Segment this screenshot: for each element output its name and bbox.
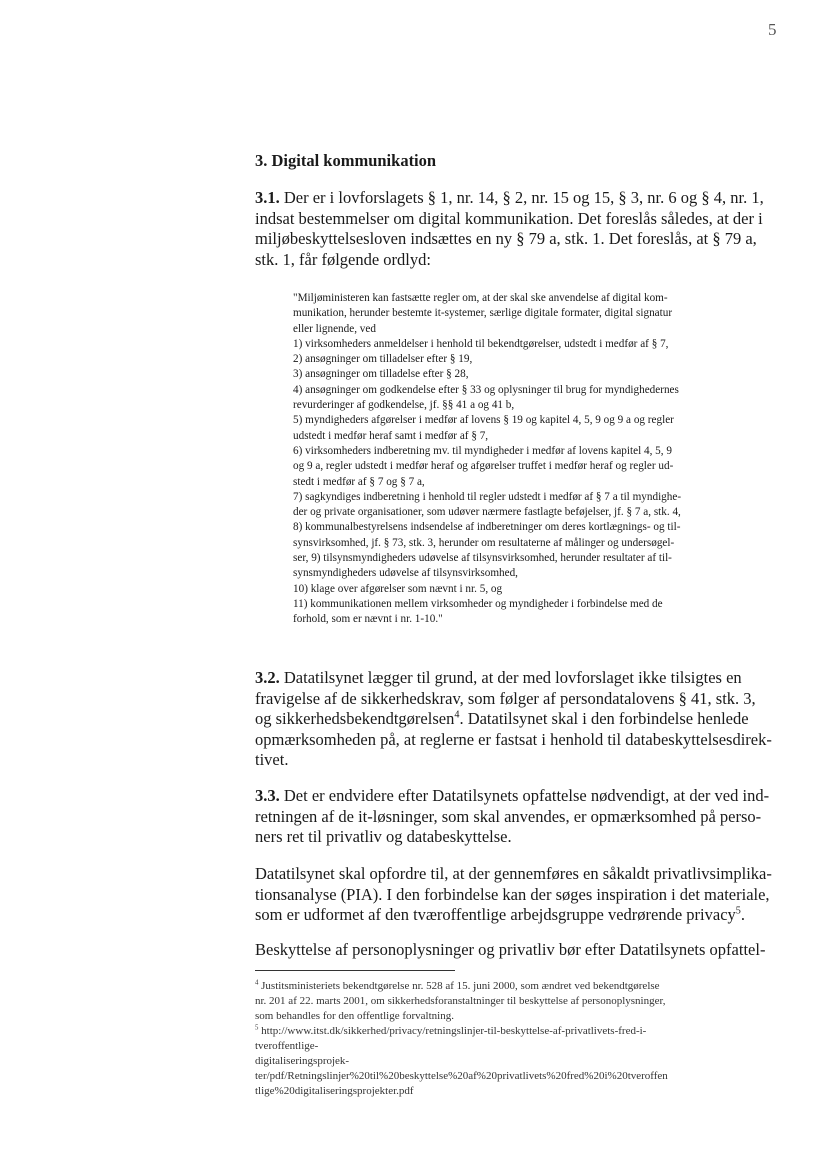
footnote-line (255, 1024, 785, 1039)
quote-line: 2) ansøgninger om tilladelser efter § 19, (293, 353, 473, 366)
quote-line: stedt i medfør af § 7 og § 7 a, (293, 475, 425, 488)
paragraph-last (255, 940, 775, 961)
paragraph-line: 3.1. Der er i lovforslagets § 1, nr. 14, § 2, nr. 15 og 15, § 3, nr. 6 og § 4, nr. 1, (255, 188, 764, 207)
quote-line: udstedt i medfør heraf samt i medfør af § 7, (293, 429, 489, 442)
quote-line: 10) klage over afgørelser som nævnt i nr. 5, og (293, 582, 503, 595)
quote-line: 5) myndigheders afgørelser i medfør af lovens § 19 og kapitel 4, 5, 9 og 9 a og regler (293, 414, 674, 427)
paragraph-line: Datatilsynet skal opfordre til, at der gennemføres en såkaldt privatlivsimplika- (255, 864, 772, 883)
paragraph-3-1 (255, 188, 775, 270)
quote-line: 4) ansøgninger om godkendelse efter § 33 og oplysninger til brug for myndighedernes (293, 383, 679, 396)
paragraph-pia (255, 864, 775, 926)
footnote-ref-5: 5 (735, 905, 741, 917)
quote-line: revurderinger af godkendelse, jf. §§ 41 a og 41 b, (293, 399, 515, 412)
quote-line: 1) virksomheders anmeldelser i henhold til bekendtgørelser, udstedt i medfør af § 7, (293, 337, 669, 350)
footnote-line: ter/pdf/Retningslinjer%20til%20beskyttelse%20af%20privatlivets%20fred%20i%20tveroffen (255, 1070, 668, 1082)
quoted-provision (293, 291, 779, 628)
quote-line: ser, 9) tilsynsmyndigheders udøvelse af tilsynsvirksomhed, herunder resultater af til- (293, 552, 672, 565)
paragraph-line: og sikkerhedsbekendtgørelsen$^4$. Datatilsynet skal i den forbindelse henlede (255, 709, 749, 728)
paragraph-line: opmærksomheden på, at reglerne er fastsat i henhold til databeskyttelsesdirek- (255, 729, 772, 749)
footnote-divider (255, 970, 455, 971)
section-heading: 3. Digital kommunikation (255, 151, 437, 170)
quote-line: "Miljøministeren kan fastsætte regler om, at der skal ske anvendelse af digital kom- (293, 292, 668, 304)
paragraph-line: tionsanalyse (PIA). I den forbindelse kan der søges inspiration i det materiale, (255, 884, 770, 904)
paragraph-3-2 (255, 668, 775, 771)
paragraph-3-3 (255, 786, 775, 848)
quote-line: 11) kommunikationen mellem virksomheder og myndigheder i forbindelse med de (293, 597, 663, 610)
paragraph-line: tivet. (255, 750, 289, 769)
quote-line: der og private organisationer, som udøver nærmere fastlagte beføjelser, jf. § 7 a, stk. 4, (293, 506, 681, 519)
paragraph-line: 3.2. Datatilsynet lægger til grund, at der med lovforslaget ikke tilsigtes en (255, 668, 742, 687)
quote-line: 7) sagkyndiges indberetning i henhold til regler udstedt i medfør af § 7 a til myndighe- (293, 490, 682, 503)
quote-line: 8) kommunalbestyrelsens indsendelse af indberetninger om deres kortlægnings- og til- (293, 521, 681, 534)
footnote-mark-5: 5 (255, 1024, 259, 1032)
quote-line: 6) virksomheders indberetning mv. til myndigheder i medfør af lovens kapitel 4, 5, 9 (293, 444, 672, 457)
footnote-line: som behandles for den offentlige forvaltning. (255, 1010, 454, 1022)
paragraph-line: som er udformet af den tværoffentlige arbejdsgruppe vedrørende privacy$^5$. (255, 905, 746, 924)
paragraph-line: Beskyttelse af personoplysninger og privatliv bør efter Datatilsynets opfattel- (255, 940, 766, 959)
quote-line: eller lignende, ved (293, 322, 376, 335)
footnote-ref-4: 4 (454, 709, 460, 721)
footnote-mark-4: 4 (255, 979, 259, 987)
paragraph-line: ners ret til privatliv og databeskyttelse. (255, 827, 512, 846)
quote-line: 3) ansøgninger om tilladelse efter § 28, (293, 368, 469, 381)
paragraph-line: stk. 1, får følgende ordlyd: (255, 249, 431, 269)
paragraph-line: indsat bestemmelser om digital kommunikation. Det foreslås således, at der i (255, 208, 763, 228)
quote-line: forhold, som er nævnt i nr. 1-10." (293, 613, 443, 626)
quote-line: og 9 a, regler udstedt i medfør heraf og afgørelser truffet i medfør heraf og regler ud- (293, 460, 674, 473)
paragraph-number: 3.3. (255, 786, 280, 805)
footnote-line: digitaliseringsprojek- (255, 1055, 350, 1067)
page-number: 5 (768, 20, 777, 39)
paragraph-number: 3.1. (255, 188, 280, 207)
paragraph-line: 3.3. Det er endvidere efter Datatilsynets opfattelse nødvendigt, at der ved ind- (255, 786, 770, 805)
footnote-url[interactable]: http://www.itst.dk/sikkerhed/privacy/retningslinjer-til-beskyttelse-af-privatlivets-fred-i- (258, 1025, 647, 1037)
footnote-line: nr. 201 af 22. marts 2001, om sikkerhedsforanstaltninger til beskyttelse af personoplysninger, (255, 995, 666, 1007)
footnotes (255, 979, 785, 1099)
footnote-line: $^4$ Justitsministeriets bekendtgørelse nr. 528 af 15. juni 2000, som ændret ved bekendtgørelse (255, 979, 660, 992)
paragraph-line: fravigelse af de sikkerhedskrav, som følger af persondatalovens § 41, stk. 3, (255, 688, 756, 708)
paragraph-number: 3.2. (255, 668, 280, 687)
footnote-line: tlige%20digitaliseringsprojekter.pdf (255, 1085, 414, 1097)
quote-line: munikation, herunder bestemte it-systemer, særlige digitale formater, digital signatur (293, 307, 673, 320)
paragraph-line: miljøbeskyttelsesloven indsættes en ny § 79 a, stk. 1. Det foreslås, at § 79 a, (255, 229, 757, 248)
quote-line: synsvirksomhed, jf. § 73, stk. 3, herunder om resultaterne af målinger og undersøgel- (293, 536, 675, 549)
footnote-line: tveroffentlige- (255, 1040, 319, 1052)
paragraph-line: retningen af de it-løsninger, som skal anvendes, er opmærksomhed på perso- (255, 806, 762, 826)
quote-line: synsmyndigheders udøvelse af tilsynsvirksomhed, (293, 567, 518, 580)
